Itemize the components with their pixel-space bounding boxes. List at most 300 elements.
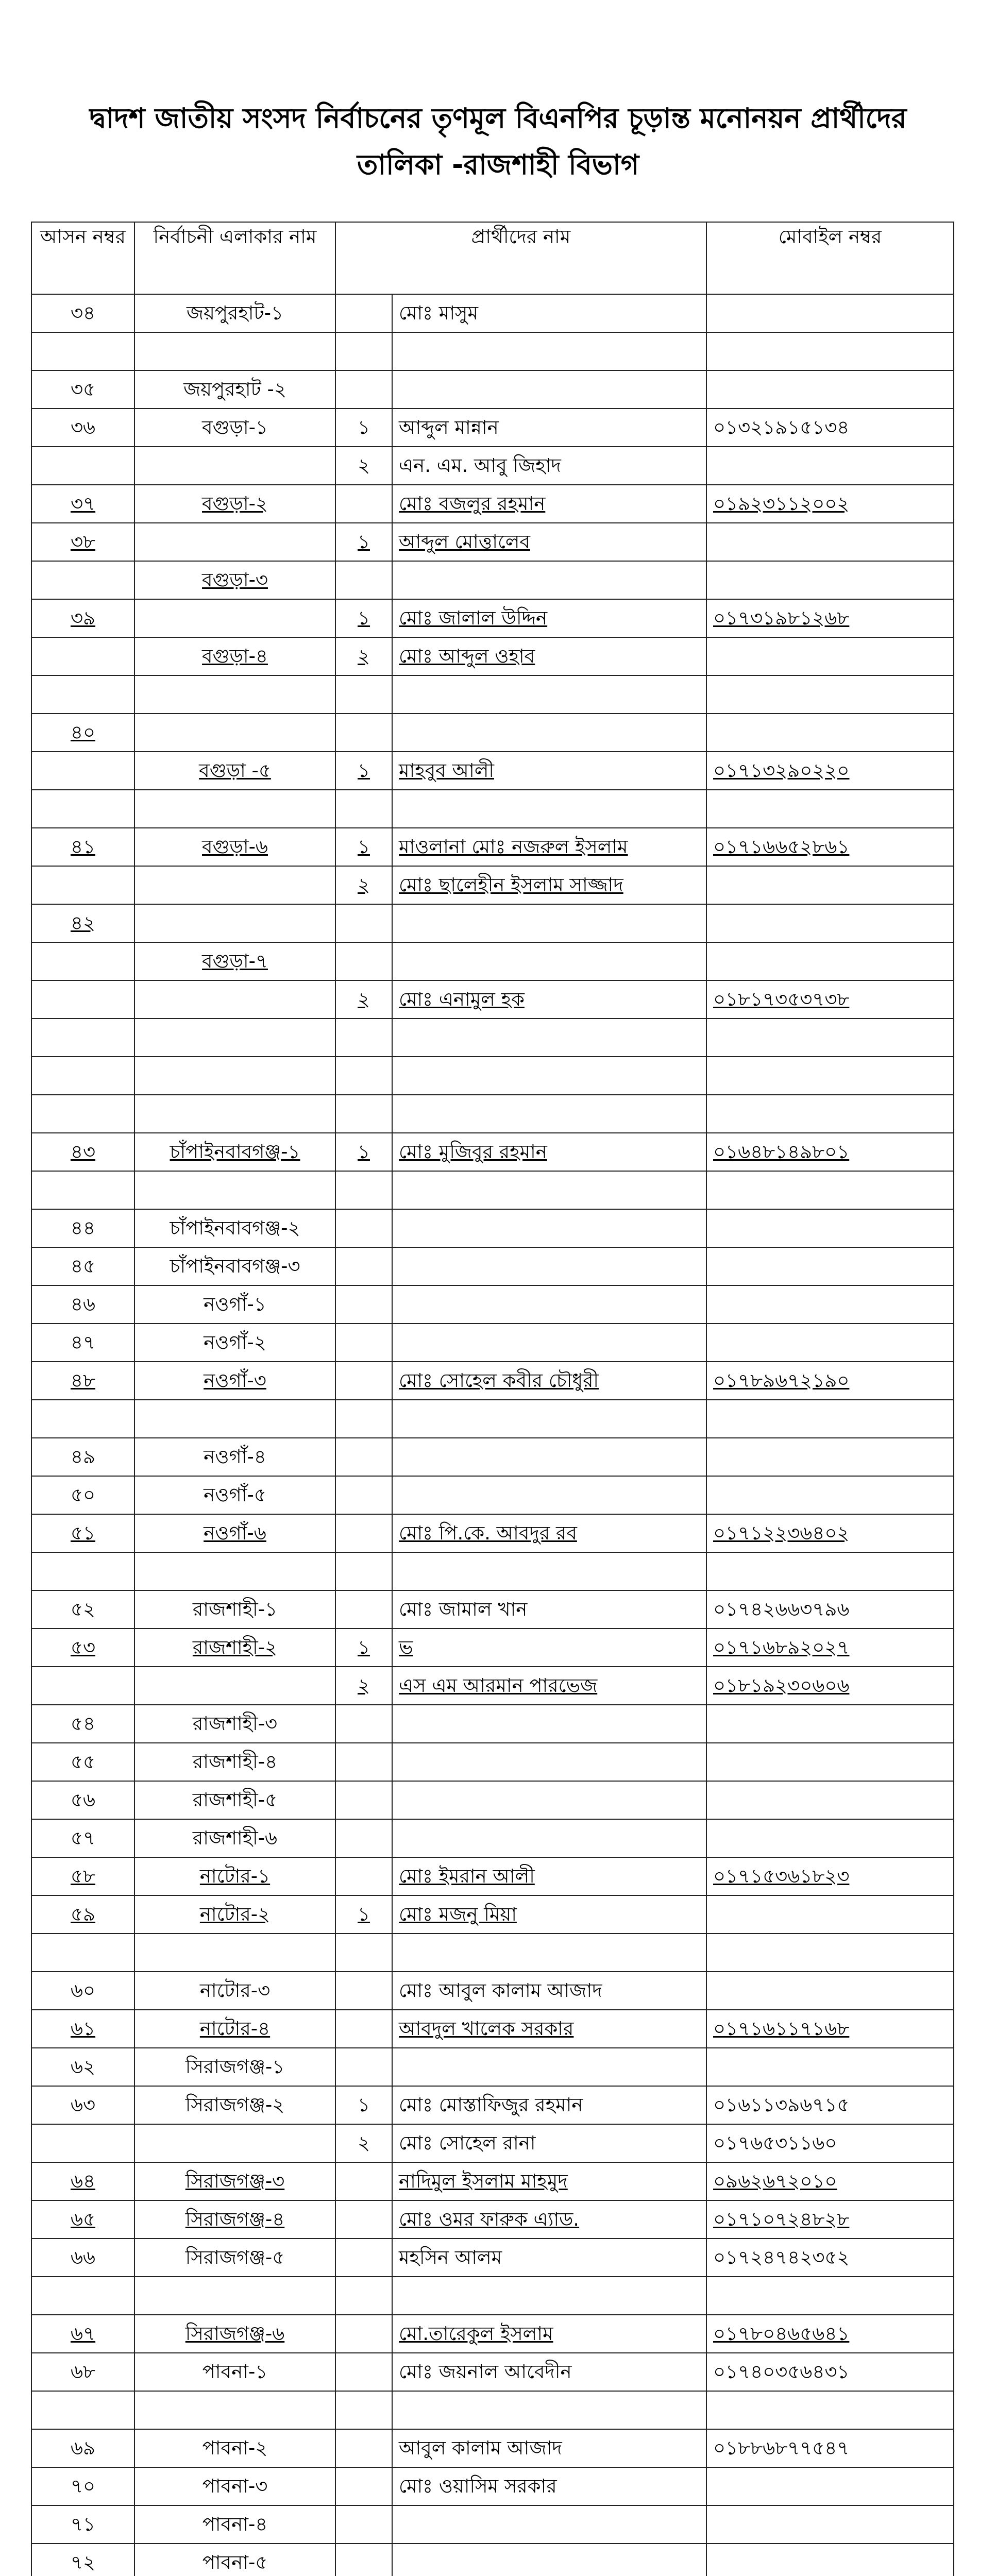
cell-num: ২ <box>335 637 392 675</box>
table-row <box>31 1552 954 1590</box>
table-row <box>31 980 954 1019</box>
cell-num: ২ <box>335 866 392 904</box>
cell-num: ১ <box>335 523 392 561</box>
cell-phone: ০১৭৩১৯৮১২৬৮ <box>706 599 954 637</box>
cell-num: ২ <box>335 447 392 485</box>
cell-num: ১ <box>335 409 392 447</box>
cell-area <box>134 904 335 942</box>
cell-area: বগুড়া-৩ <box>134 561 335 599</box>
cell-name <box>392 2277 706 2315</box>
cell-name: ভ <box>392 1629 706 1667</box>
cell-phone: ০১৮১৭৩৫৩৭৩৮ <box>706 980 954 1019</box>
cell-phone <box>706 561 954 599</box>
header-seat: আসন নম্বর <box>31 222 134 294</box>
cell-name <box>392 2048 706 2086</box>
cell-seat: ৪৮ <box>31 1362 134 1400</box>
cell-area <box>134 1019 335 1057</box>
cell-area: পাবনা-৫ <box>134 2544 335 2576</box>
cell-name <box>392 1209 706 1247</box>
cell-name <box>392 1781 706 1819</box>
cell-phone: ০১৯২৩১১২০০২ <box>706 485 954 523</box>
cell-area: রাজশাহী-৬ <box>134 1819 335 1857</box>
cell-name: মোঃ জামাল খান <box>392 1590 706 1629</box>
cell-name: আব্দুল মোত্তালেব <box>392 523 706 561</box>
cell-area: পাবনা-৩ <box>134 2467 335 2505</box>
cell-name: মোঃ ইমরান আলী <box>392 1857 706 1895</box>
cell-phone <box>706 1400 954 1438</box>
cell-num <box>335 714 392 752</box>
cell-phone <box>706 332 954 370</box>
cell-name: এস এম আরমান পারভেজ <box>392 1667 706 1705</box>
cell-num: ১ <box>335 1895 392 1934</box>
table-row <box>31 1629 954 1667</box>
cell-area: চাঁপাইনবাবগঞ্জ-২ <box>134 1209 335 1247</box>
cell-seat: ৪৩ <box>31 1133 134 1171</box>
cell-area: বগুড়া-২ <box>134 485 335 523</box>
table-row <box>31 1362 954 1400</box>
cell-name <box>392 1819 706 1857</box>
table-row <box>31 1133 954 1171</box>
table-row <box>31 1247 954 1285</box>
cell-area <box>134 1095 335 1133</box>
cell-name: মোঃ মজনু মিয়া <box>392 1895 706 1934</box>
cell-num <box>335 1552 392 1590</box>
table-row <box>31 1019 954 1057</box>
cell-area: রাজশাহী-২ <box>134 1629 335 1667</box>
cell-area <box>134 523 335 561</box>
cell-area <box>134 1400 335 1438</box>
cell-phone <box>706 637 954 675</box>
cell-name: মাহবুব আলী <box>392 752 706 790</box>
cell-seat: ৬১ <box>31 2010 134 2048</box>
cell-seat: ৭১ <box>31 2505 134 2544</box>
cell-area: নাটোর-২ <box>134 1895 335 1934</box>
cell-num <box>335 294 392 332</box>
table-row <box>31 1934 954 1972</box>
cell-area: পাবনা-৪ <box>134 2505 335 2544</box>
cell-phone: ০১৭১২২৩৬৪০২ <box>706 1514 954 1552</box>
cell-seat: ৪৪ <box>31 1209 134 1247</box>
cell-phone: ০১৭৪২৬৬৩৭৯৬ <box>706 1590 954 1629</box>
cell-phone: ০১৭১০৭২৪৮২৮ <box>706 2200 954 2239</box>
table-row <box>31 2315 954 2353</box>
cell-seat <box>31 2277 134 2315</box>
cell-name: মোঃ এনামুল হক <box>392 980 706 1019</box>
cell-area: চাঁপাইনবাবগঞ্জ-৩ <box>134 1247 335 1285</box>
table-row <box>31 2429 954 2467</box>
cell-seat: ৬৯ <box>31 2429 134 2467</box>
cell-area: রাজশাহী-১ <box>134 1590 335 1629</box>
cell-phone <box>706 1095 954 1133</box>
cell-name <box>392 1552 706 1590</box>
cell-num <box>335 1400 392 1438</box>
cell-num <box>335 1819 392 1857</box>
cell-num <box>335 1857 392 1895</box>
cell-area: রাজশাহী-৩ <box>134 1705 335 1743</box>
cell-seat: ৬৩ <box>31 2086 134 2124</box>
cell-phone <box>706 523 954 561</box>
cell-num <box>335 2544 392 2576</box>
cell-phone: ০১৭২৪৭৪২৩৫২ <box>706 2239 954 2277</box>
cell-phone <box>706 1476 954 1514</box>
cell-phone: ০১৭১৬১১৭১৬৮ <box>706 2010 954 2048</box>
cell-num <box>335 1057 392 1095</box>
cell-name: মহসিন আলম <box>392 2239 706 2277</box>
cell-phone <box>706 1019 954 1057</box>
cell-name <box>392 332 706 370</box>
cell-name <box>392 1476 706 1514</box>
cell-seat: ৬২ <box>31 2048 134 2086</box>
cell-num <box>335 2391 392 2429</box>
cell-name: মোঃ সোহেল রানা <box>392 2124 706 2162</box>
cell-num <box>335 790 392 828</box>
cell-seat <box>31 332 134 370</box>
cell-seat <box>31 1400 134 1438</box>
cell-phone <box>706 1171 954 1209</box>
cell-seat <box>31 866 134 904</box>
cell-seat <box>31 790 134 828</box>
cell-seat: ৪২ <box>31 904 134 942</box>
cell-area: সিরাজগঞ্জ-২ <box>134 2086 335 2124</box>
table-row <box>31 1209 954 1247</box>
cell-name <box>392 1057 706 1095</box>
cell-name <box>392 1743 706 1781</box>
cell-name <box>392 1400 706 1438</box>
title-line-2: তালিকা -রাজশাহী বিভাগ <box>357 148 639 181</box>
cell-area: বগুড়া-১ <box>134 409 335 447</box>
cell-num <box>335 2467 392 2505</box>
cell-seat: ৩৪ <box>31 294 134 332</box>
cell-seat: ৬৬ <box>31 2239 134 2277</box>
cell-area: বগুড়া-৭ <box>134 942 335 980</box>
cell-num <box>335 2429 392 2467</box>
cell-num <box>335 1590 392 1629</box>
cell-phone <box>706 866 954 904</box>
cell-area <box>134 1934 335 1972</box>
cell-seat: ৭২ <box>31 2544 134 2576</box>
table-row <box>31 2162 954 2200</box>
header-area: নির্বাচনী এলাকার নাম <box>134 222 335 294</box>
cell-area: নওগাঁ-৬ <box>134 1514 335 1552</box>
table-row <box>31 1781 954 1819</box>
cell-seat <box>31 1934 134 1972</box>
cell-area: বগুড়া -৫ <box>134 752 335 790</box>
table-row <box>31 1285 954 1324</box>
cell-seat: ৫৩ <box>31 1629 134 1667</box>
cell-name: মোঃ জালাল উদ্দিন <box>392 599 706 637</box>
cell-seat <box>31 637 134 675</box>
cell-seat: ৪৭ <box>31 1324 134 1362</box>
cell-num <box>335 1781 392 1819</box>
table-row <box>31 1667 954 1705</box>
cell-phone <box>706 1705 954 1743</box>
cell-name: মোঃ মাসুম <box>392 294 706 332</box>
cell-seat: ৪৬ <box>31 1285 134 1324</box>
cell-phone <box>706 1972 954 2010</box>
table-row <box>31 1972 954 2010</box>
cell-seat <box>31 1667 134 1705</box>
cell-area: রাজশাহী-৫ <box>134 1781 335 1819</box>
cell-phone <box>706 2505 954 2544</box>
cell-phone: ০১৭৮০৪৬৫৬৪১ <box>706 2315 954 2353</box>
cell-area <box>134 790 335 828</box>
cell-seat: ৭০ <box>31 2467 134 2505</box>
cell-num <box>335 2162 392 2200</box>
cell-name <box>392 1285 706 1324</box>
cell-num <box>335 1705 392 1743</box>
table-row <box>31 942 954 980</box>
cell-name <box>392 1705 706 1743</box>
cell-phone <box>706 294 954 332</box>
cell-area: পাবনা-১ <box>134 2353 335 2391</box>
cell-seat: ৫৭ <box>31 1819 134 1857</box>
cell-num <box>335 1743 392 1781</box>
cell-seat: ৬৭ <box>31 2315 134 2353</box>
cell-seat: ৬৫ <box>31 2200 134 2239</box>
table-row <box>31 752 954 790</box>
cell-name <box>392 1247 706 1285</box>
cell-phone <box>706 2048 954 2086</box>
table-row <box>31 1590 954 1629</box>
cell-seat <box>31 1552 134 1590</box>
table-row <box>31 294 954 332</box>
cell-num <box>335 370 392 409</box>
cell-seat <box>31 752 134 790</box>
cell-num <box>335 2315 392 2353</box>
cell-area <box>134 447 335 485</box>
cell-area: রাজশাহী-৪ <box>134 1743 335 1781</box>
cell-num <box>335 2200 392 2239</box>
cell-seat <box>31 2124 134 2162</box>
cell-name: আবুল কালাম আজাদ <box>392 2429 706 2467</box>
cell-seat: ৫৬ <box>31 1781 134 1819</box>
cell-phone <box>706 942 954 980</box>
table-row <box>31 1095 954 1133</box>
cell-num <box>335 1209 392 1247</box>
cell-num <box>335 1362 392 1400</box>
cell-name: আবদুল খালেক সরকার <box>392 2010 706 2048</box>
table-row <box>31 447 954 485</box>
cell-num <box>335 2239 392 2277</box>
cell-name: মোঃ বজলুর রহমান <box>392 485 706 523</box>
cell-area: পাবনা-২ <box>134 2429 335 2467</box>
table-row <box>31 2239 954 2277</box>
cell-phone <box>706 2277 954 2315</box>
cell-phone: ০১৬৪৮১৪৯৮০১ <box>706 1133 954 1171</box>
cell-area <box>134 2277 335 2315</box>
cell-area: চাঁপাইনবাবগঞ্জ-১ <box>134 1133 335 1171</box>
cell-seat <box>31 942 134 980</box>
candidate-table <box>31 222 954 2576</box>
cell-area <box>134 1171 335 1209</box>
page-title <box>0 95 996 188</box>
cell-num <box>335 2277 392 2315</box>
table-row <box>31 1514 954 1552</box>
cell-area <box>134 675 335 714</box>
cell-num <box>335 1514 392 1552</box>
cell-area: নওগাঁ-৪ <box>134 1438 335 1476</box>
cell-area <box>134 980 335 1019</box>
table-row <box>31 409 954 447</box>
cell-seat: ৫০ <box>31 1476 134 1514</box>
cell-name: মোঃ ওমর ফারুক এ্যাড. <box>392 2200 706 2239</box>
cell-area: সিরাজগঞ্জ-৪ <box>134 2200 335 2239</box>
cell-num <box>335 485 392 523</box>
cell-phone <box>706 904 954 942</box>
table-row <box>31 2124 954 2162</box>
cell-name <box>392 561 706 599</box>
table-row <box>31 2505 954 2544</box>
cell-num <box>335 1476 392 1514</box>
table-row <box>31 675 954 714</box>
cell-name: মোঃ আব্দুল ওহাব <box>392 637 706 675</box>
cell-num: ১ <box>335 599 392 637</box>
cell-seat: ৫৫ <box>31 1743 134 1781</box>
cell-area <box>134 332 335 370</box>
cell-num: ১ <box>335 752 392 790</box>
cell-num: ২ <box>335 1667 392 1705</box>
cell-seat: ৬০ <box>31 1972 134 2010</box>
cell-name: নাদিমুল ইসলাম মাহমুদ <box>392 2162 706 2200</box>
cell-seat <box>31 1095 134 1133</box>
cell-num <box>335 332 392 370</box>
cell-area: নওগাঁ-১ <box>134 1285 335 1324</box>
table-row <box>31 523 954 561</box>
cell-area: বগুড়া-৪ <box>134 637 335 675</box>
cell-num <box>335 675 392 714</box>
cell-seat: ৩৮ <box>31 523 134 561</box>
table-row <box>31 2391 954 2429</box>
cell-name <box>392 370 706 409</box>
cell-seat <box>31 2391 134 2429</box>
table-row <box>31 866 954 904</box>
table-row <box>31 599 954 637</box>
cell-num <box>335 942 392 980</box>
cell-phone <box>706 2467 954 2505</box>
cell-phone <box>706 790 954 828</box>
cell-phone <box>706 1895 954 1934</box>
table-row <box>31 332 954 370</box>
table-row <box>31 2086 954 2124</box>
cell-seat: ৪১ <box>31 828 134 866</box>
cell-name: এন. এম. আবু জিহাদ <box>392 447 706 485</box>
cell-name <box>392 790 706 828</box>
cell-seat: ৪৯ <box>31 1438 134 1476</box>
cell-seat: ৪৫ <box>31 1247 134 1285</box>
cell-name: মোঃ মোস্তাফিজুর রহমান <box>392 2086 706 2124</box>
cell-num <box>335 2505 392 2544</box>
table-row <box>31 2544 954 2576</box>
table-row <box>31 485 954 523</box>
cell-num: ২ <box>335 2124 392 2162</box>
cell-num <box>335 1095 392 1133</box>
cell-seat <box>31 561 134 599</box>
cell-phone: ০৯৬২৬৭২০১০ <box>706 2162 954 2200</box>
cell-name <box>392 1095 706 1133</box>
cell-name: মোঃ আবুল কালাম আজাদ <box>392 1972 706 2010</box>
cell-phone: ০১৮৮৬৮৭৭৫৪৭ <box>706 2429 954 2467</box>
table-header-row <box>31 222 954 294</box>
cell-phone <box>706 675 954 714</box>
cell-num <box>335 1934 392 1972</box>
cell-num <box>335 2010 392 2048</box>
cell-seat <box>31 1171 134 1209</box>
cell-phone: ০১৭১৫৩৬১৮২৩ <box>706 1857 954 1895</box>
header-phone: মোবাইল নম্বর <box>706 222 954 294</box>
cell-phone <box>706 447 954 485</box>
cell-name: মোঃ সোহেল কবীর চৌধুরী <box>392 1362 706 1400</box>
cell-name: মোঃ ছালেহীন ইসলাম সাজ্জাদ <box>392 866 706 904</box>
cell-seat: ৫২ <box>31 1590 134 1629</box>
table-row <box>31 1438 954 1476</box>
cell-name <box>392 1324 706 1362</box>
cell-area: জয়পুরহাট-১ <box>134 294 335 332</box>
cell-name: মোঃ ওয়াসিম সরকার <box>392 2467 706 2505</box>
cell-area <box>134 866 335 904</box>
cell-area: সিরাজগঞ্জ-১ <box>134 2048 335 2086</box>
cell-name <box>392 1171 706 1209</box>
cell-name <box>392 1934 706 1972</box>
cell-phone <box>706 1057 954 1095</box>
cell-seat <box>31 1057 134 1095</box>
cell-area: নওগাঁ-৩ <box>134 1362 335 1400</box>
cell-num: ১ <box>335 828 392 866</box>
cell-num <box>335 561 392 599</box>
cell-area: সিরাজগঞ্জ-৩ <box>134 2162 335 2200</box>
table-row <box>31 2048 954 2086</box>
cell-area <box>134 2124 335 2162</box>
cell-phone: ০১৭৬৫৩১১৬০ <box>706 2124 954 2162</box>
cell-area <box>134 1552 335 1590</box>
cell-area <box>134 2391 335 2429</box>
cell-num <box>335 2353 392 2391</box>
table-row <box>31 1476 954 1514</box>
cell-seat: ৩৫ <box>31 370 134 409</box>
cell-area: জয়পুরহাট -২ <box>134 370 335 409</box>
cell-phone <box>706 2544 954 2576</box>
cell-seat: ৩৭ <box>31 485 134 523</box>
cell-area: বগুড়া-৬ <box>134 828 335 866</box>
cell-name: মোঃ জয়নাল আবেদীন <box>392 2353 706 2391</box>
cell-num <box>335 1438 392 1476</box>
cell-name: মাওলানা মোঃ নজরুল ইসলাম <box>392 828 706 866</box>
cell-name <box>392 2391 706 2429</box>
cell-area: নাটোর-৪ <box>134 2010 335 2048</box>
cell-phone <box>706 714 954 752</box>
cell-area: সিরাজগঞ্জ-৫ <box>134 2239 335 2277</box>
table-row <box>31 1705 954 1743</box>
cell-name <box>392 714 706 752</box>
cell-phone <box>706 1247 954 1285</box>
table-row <box>31 1819 954 1857</box>
cell-area <box>134 714 335 752</box>
cell-seat: ৬৪ <box>31 2162 134 2200</box>
cell-area: নাটোর-৩ <box>134 1972 335 2010</box>
table-row <box>31 1895 954 1934</box>
table-row <box>31 637 954 675</box>
cell-phone: ০১৭৮৯৬৭২১৯০ <box>706 1362 954 1400</box>
cell-name <box>392 1019 706 1057</box>
cell-num <box>335 1285 392 1324</box>
cell-phone <box>706 370 954 409</box>
header-name: প্রার্থীদের নাম <box>335 222 706 294</box>
cell-seat: ৬৮ <box>31 2353 134 2391</box>
cell-num <box>335 904 392 942</box>
cell-phone: ০১৮১৯২৩০৬০৬ <box>706 1667 954 1705</box>
table-row <box>31 790 954 828</box>
table-row <box>31 1171 954 1209</box>
cell-area <box>134 599 335 637</box>
